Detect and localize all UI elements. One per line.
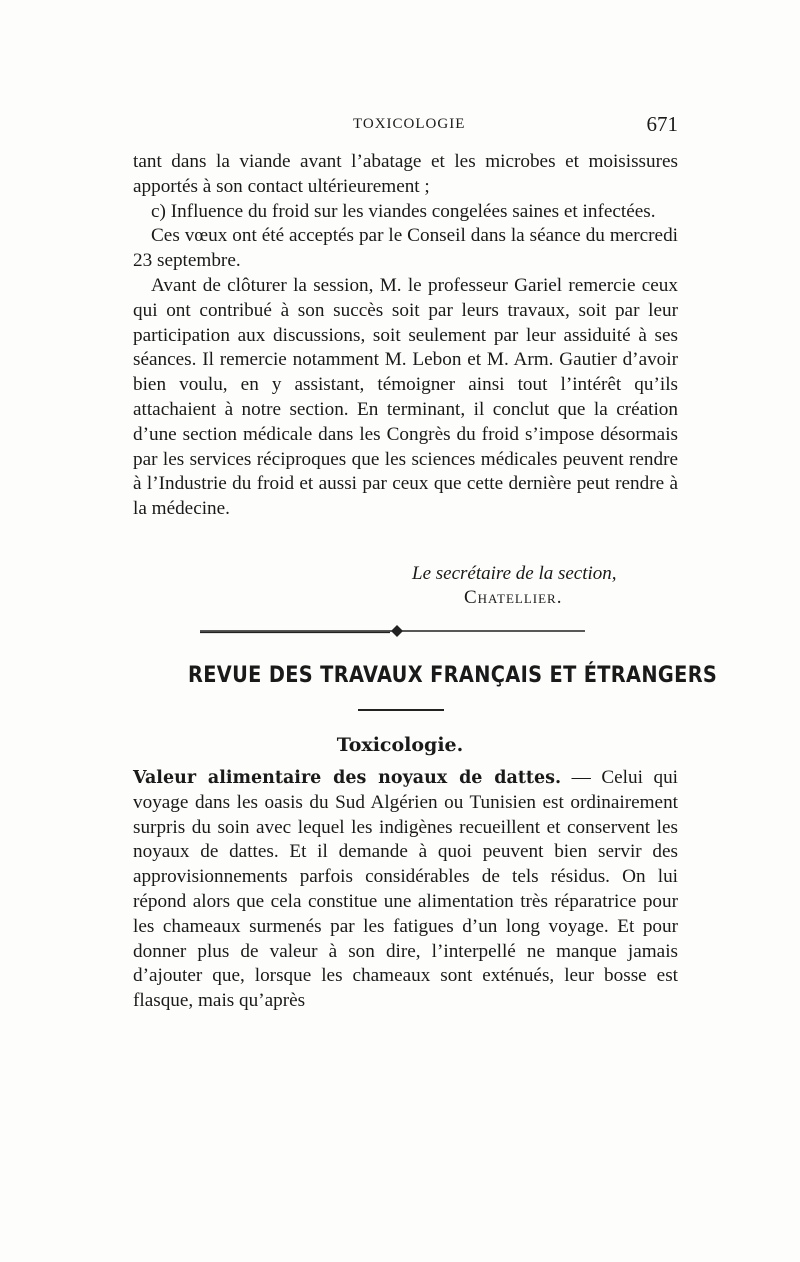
paragraph-voeux: Ces vœux ont été acceptés par le Conseil dans la séance du mercredi 23 septembre. [133,225,678,272]
signature-name: Chatellier. [464,587,563,608]
article-title: Valeur alimentaire des noyaux de dattes. [133,768,562,788]
article [133,766,678,1014]
paragraph-item-c: c) Influence du froid sur les viandes congelées saines et infectées. [151,200,656,222]
signature-block [412,562,617,610]
paragraph-closing: Avant de clôturer la session, M. le professeur Gariel remercie ceux qui ont contribué à son succès soit par leurs travaux, soit par leur participation aux discussions, soit seulement par leur assiduité à ses séances. Il remercie notamment M. Lebon et M. Arm. Gautier d’avoir bien voulu, en y assistant, témoigner ainsi tout l’intérêt qu’ils attachaient à notre section. En terminant, il conclut que la création d’une section médicale dans les Congrès du froid s’impose désormais par les services réciproques que les sciences médicales peuvent rendre à l’Industrie du froid et aussi par ceux que cette dernière peut rendre à la médecine. [133,274,678,520]
signature-role: Le secrétaire de la section, [412,563,617,584]
section-divider [358,709,444,711]
body-text [133,150,678,522]
paragraph-continuation: tant dans la viande avant l’abatage et les microbes et moisissures apportés à son contact ultérieurement ; [133,151,678,197]
section-title: REVUE DES TRAVAUX FRANÇAIS ET ÉTRANGERS [188,662,718,688]
subsection-title: Toxicologie. [336,734,464,756]
running-head [133,114,678,138]
page-number: 671 [646,112,678,136]
ornamental-rule [200,624,585,638]
article-paragraph [133,766,678,1014]
running-title: TOXICOLOGIE [353,116,466,132]
article-text: — Celui qui voyage dans les oasis du Sud Algérien ou Tunisien est ordinairement surpris du soin avec lequel les indigènes recueillent et conservent les noyaux de dattes. Et il demande à quoi peuvent bien servir des approvisionnements parfois considérables de tels résidus. On lui répond alors que cela constitue une alimentation très réparatrice pour les chameaux surmenés par les fatigues d’un long voyage. Et pour donner plus de valeur à son dire, l’interpellé ne manque jamais d’ajouter que, lorsque les chameaux sont exténués, leur bosse est flasque, mais qu’après [133,767,678,1012]
